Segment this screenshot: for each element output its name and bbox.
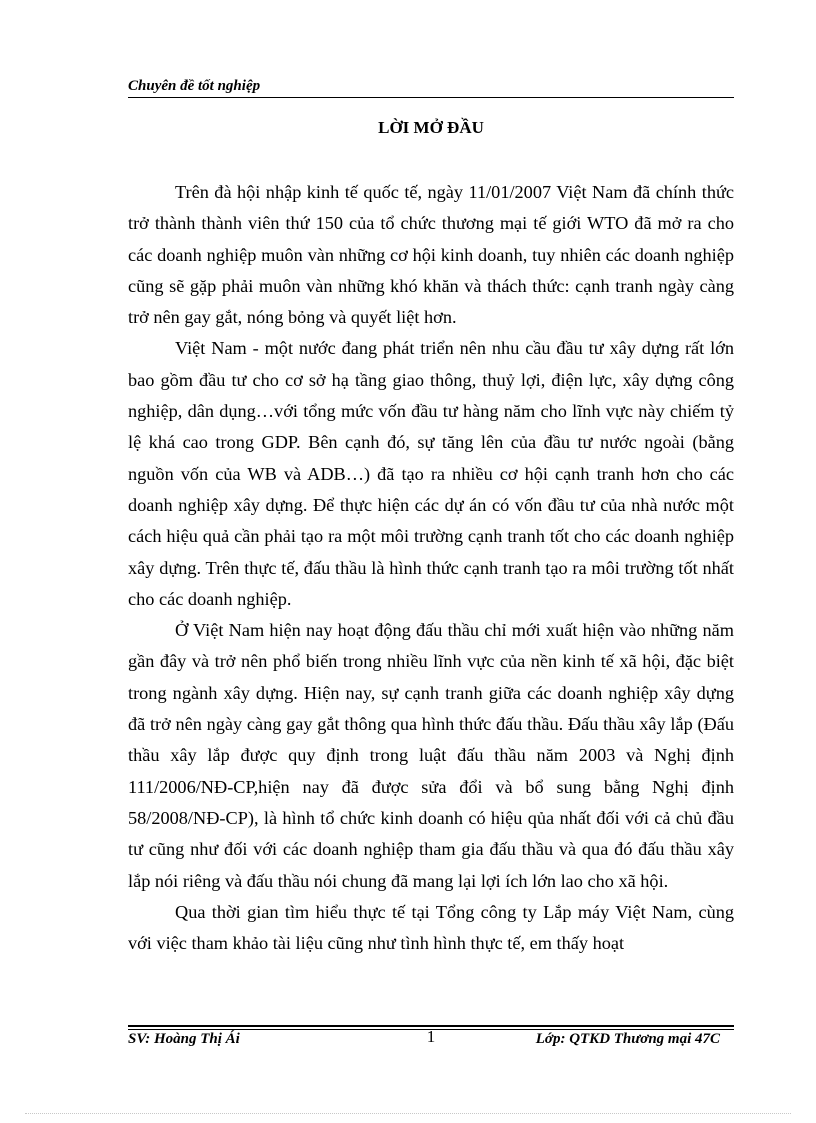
footer-class: Lớp: QTKD Thương mại 47C bbox=[535, 1031, 720, 1047]
page-number: 1 bbox=[426, 1027, 436, 1046]
paragraph: Việt Nam - một nước đang phát triển nên nhu cầu đầu tư xây dựng rất lớn bao gồm đầu tư cho cơ sở hạ tầng giao thông, thuỷ lợi, điện lực, xây dựng công nghiệp, dân dụng…với tổng mức vốn đầu tư hàng năm cho lĩnh vực này chiếm tỷ lệ khá cao trong GDP. Bên cạnh đó, sự tăng lên của đầu tư nước ngoài (bằng nguồn vốn của WB và ADB…) đã tạo ra nhiều cơ hội cạnh tranh hơn cho các doanh nghiệp xây dựng. Để thực hiện các dự án có vốn đầu tư của nhà nước một cách hiệu quả cần phải tạo ra một môi trường cạnh tranh tốt cho các doanh nghiệp xây dựng. Trên thực tế, đấu thầu là hình thức cạnh tranh tạo ra môi trường tốt nhất cho các doanh nghiệp. bbox=[128, 338, 734, 609]
paragraph: Ở Việt Nam hiện nay hoạt động đấu thầu chỉ mới xuất hiện vào những năm gần đây và trở nên phổ biến trong nhiều lĩnh vực của nền kinh tế xã hội, đặc biệt trong ngành xây dựng. Hiện nay, sự cạnh tranh giữa các doanh nghiệp xây dựng đã trở nên ngày càng gay gắt thông qua hình thức đấu thầu. Đấu thầu xây lắp (Đấu thầu xây lắp được quy định trong luật đấu thầu năm 2003 và Nghị định 111/2006/NĐ-CP,hiện nay đã được sửa đổi và bổ sung bằng Nghị định 58/2008/NĐ-CP), là hình tổ chức kinh doanh có hiệu qủa nhất đối với cả chủ đầu tư cũng như đối với các doanh nghiệp tham gia đấu thầu và qua đó đấu thầu xây lắp nói riêng và đấu thầu nói chung đã mang lại lợi ích lớn lao cho xã hội. bbox=[128, 620, 734, 891]
document-body bbox=[128, 177, 734, 959]
running-header: Chuyên đề tốt nghiệp bbox=[128, 78, 261, 94]
header-rule bbox=[128, 97, 734, 98]
page-footer bbox=[128, 1028, 734, 1050]
paragraph: Trên đà hội nhập kinh tế quốc tế, ngày 11/01/2007 Việt Nam đã chính thức trở thành thành viên thứ 150 của tổ chức thương mại tế giới WTO đã mở ra cho các doanh nghiệp muôn vàn những cơ hội kinh doanh, tuy nhiên các doanh nghiệp cũng sẽ gặp phải muôn vàn những khó khăn và thách thức: cạnh tranh ngày càng trở nên gay gắt, nóng bỏng và quyết liệt hơn. bbox=[128, 182, 734, 328]
page-bottom-edge bbox=[25, 1113, 791, 1114]
footer-student-name: SV: Hoàng Thị Ái bbox=[128, 1031, 240, 1047]
page-title: LỜI MỞ ĐẦU bbox=[378, 118, 484, 137]
paragraph: Qua thời gian tìm hiểu thực tế tại Tổng công ty Lắp máy Việt Nam, cùng với việc tham khảo tài liệu cũng như tình hình thực tế, em thấy hoạt bbox=[128, 901, 734, 954]
